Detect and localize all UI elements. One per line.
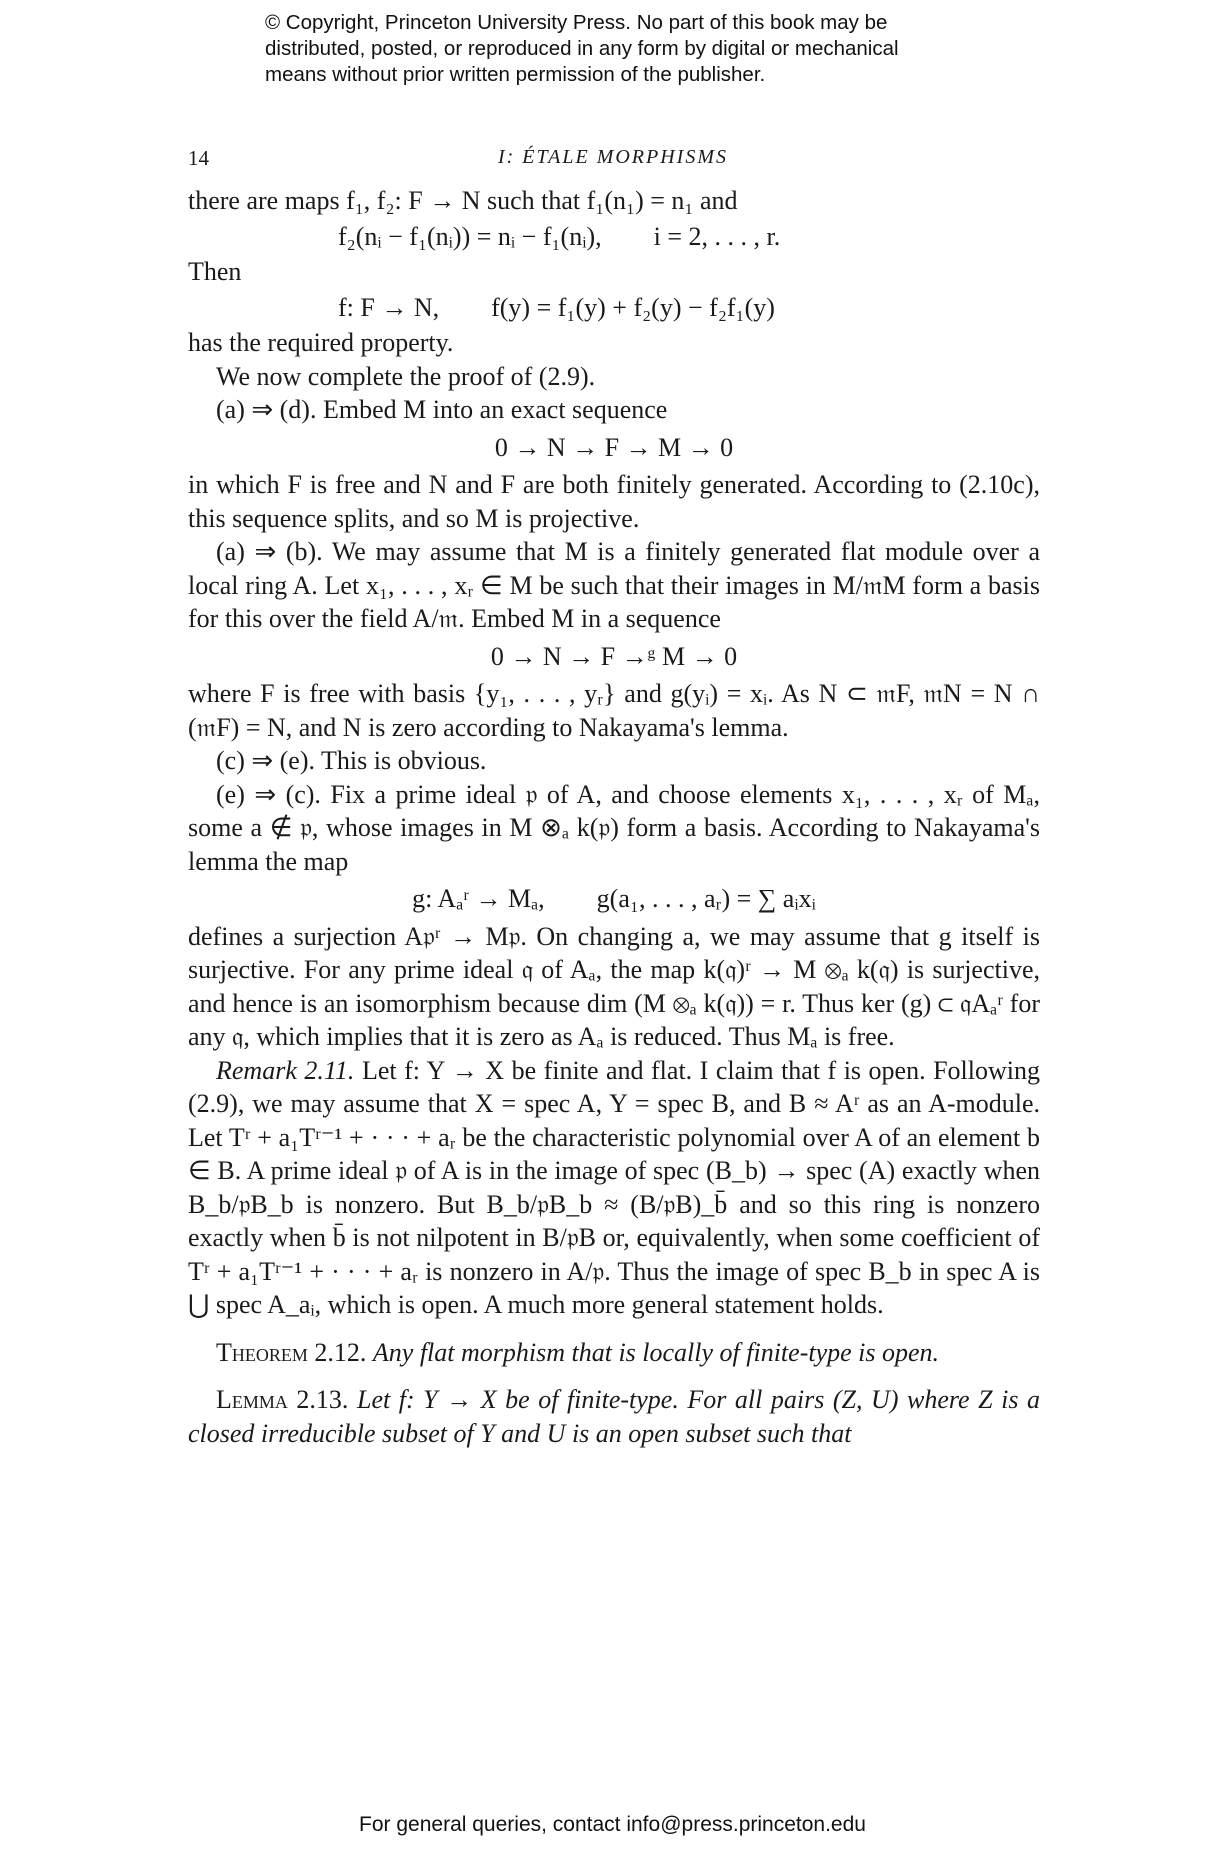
- paragraph-a-implies-d: (a) ⇒ (d). Embed M into an exact sequence: [216, 395, 668, 424]
- paragraph-a-implies-b: (a) ⇒ (b). We may assume that M is a finitely generated flat module over a local ring A. Let x₁, . . . , xᵣ ∈ M be such that their images in M/𝔪M form a basis for this over the field A/𝔪. Embed M in a sequence: [188, 537, 1040, 633]
- copyright-line-2: distributed, posted, or reproduced in any form by digital or mechanical: [265, 37, 899, 60]
- lemma-text: Let f: Y → X be of finite-type. For all pairs (Z, U) where Z is a closed irreducible subset of Y and U is an open subset such that: [188, 1385, 1041, 1448]
- paragraph-c-implies-e: (c) ⇒ (e). This is obvious.: [216, 746, 487, 775]
- paragraph-surjection: defines a surjection A𝔭ʳ → M𝔭. On changing a, we may assume that g itself is surjective. For any prime ideal 𝔮 of Aₐ, the map k(𝔮)ʳ → M ⊗ₐ k(𝔮) is surjective, and hence is an isomorphism because dim (M ⊗ₐ k(𝔮)) = r. Thus ker (g) ⊂ 𝔮Aₐʳ for any 𝔮, which implies that it is zero as Aₐ is reduced. Thus Mₐ is free.: [188, 921, 1040, 1051]
- page-body: [188, 184, 1040, 1450]
- lemma-2-13: [188, 1383, 1040, 1450]
- remark-label: Remark 2.11.: [216, 1055, 355, 1085]
- copyright-notice: [265, 10, 1025, 88]
- paragraph-free-basis: where F is free with basis {y₁, . . . , yᵣ} and g(yᵢ) = xᵢ. As N ⊂ 𝔪F, 𝔪N = N ∩ (𝔪F) = N, and N is zero according to Nakayama's lemma.: [188, 679, 1040, 742]
- copyright-line-1: © Copyright, Princeton University Press. No part of this book may be: [265, 11, 888, 34]
- page-header: [188, 146, 1038, 176]
- equation-exact-sequence-1: 0 → N → F → M → 0: [494, 432, 734, 462]
- remark-text: Let f: Y → X be finite and flat. I claim that f is open. Following (2.9), we may assume that X = spec A, Y = spec B, and B ≈ Aʳ as an A-module. Let Tʳ + a₁Tʳ⁻¹ + · · · + aᵣ be the characteristic polynomial over A of an element b ∈ B. A prime ideal 𝔭 of A is in the image of spec (B_b) → spec (A) exactly when B_b/𝔭B_b is nonzero. But B_b/𝔭B_b ≈ (B/𝔭B)_b̄ and so this ring is nonzero exactly when b̄ is not nilpotent in B/𝔭B or, equivalently, when some coefficient of Tʳ + a₁Tʳ⁻¹ + · · · + aᵣ is nonzero in A/𝔭. Thus the image of spec B_b in spec A is ⋃ spec A_aᵢ, which is open. A much more general statement holds.: [188, 1055, 1040, 1319]
- remark-2-11: [188, 1054, 1040, 1322]
- equation-f: f: F → N, f(y) = f₁(y) + f₂(y) − f₂f₁(y): [338, 292, 775, 322]
- contact-footer: For general queries, contact info@press.princeton.edu: [359, 1813, 866, 1836]
- running-title: I: ÉTALE MORPHISMS: [497, 146, 729, 168]
- equation-map-g: g: Aₐʳ → Mₐ, g(a₁, . . . , aᵣ) = ∑ aᵢxᵢ: [412, 884, 816, 913]
- paragraph-required-property: has the required property.: [188, 328, 454, 357]
- equation-exact-sequence-2: 0 → N → F →ᵍ M → 0: [490, 641, 738, 671]
- paragraph-then: Then: [188, 257, 242, 286]
- paragraph-e-implies-c: (e) ⇒ (c). Fix a prime ideal 𝔭 of A, and choose elements x₁, . . . , xᵣ of Mₐ, some a ∉ 𝔭, whose images in M ⊗ₐ k(𝔭) form a basis. According to Nakayama's lemma the map: [188, 779, 1040, 876]
- paragraph-free-generated: in which F is free and N and F are both finitely generated. According to (2.10c), this sequence splits, and so M is projective.: [188, 470, 1040, 533]
- equation-f2: f₂(nᵢ − f₁(nᵢ)) = nᵢ − f₁(nᵢ), i = 2, . . . , r.: [338, 221, 781, 251]
- paragraph-maps: there are maps f₁, f₂: F → N such that f₁(n₁) = n₁ and: [188, 186, 738, 215]
- theorem-text: Any flat morphism that is locally of finite-type is open.: [372, 1337, 940, 1367]
- theorem-2-12: [188, 1336, 1040, 1370]
- page-number: 14: [188, 146, 209, 170]
- copyright-line-3: means without prior written permission of the publisher.: [265, 63, 766, 86]
- theorem-label: Theorem 2.12.: [216, 1337, 367, 1367]
- lemma-label: Lemma 2.13.: [216, 1385, 349, 1414]
- paragraph-complete-proof: We now complete the proof of (2.9).: [216, 361, 596, 391]
